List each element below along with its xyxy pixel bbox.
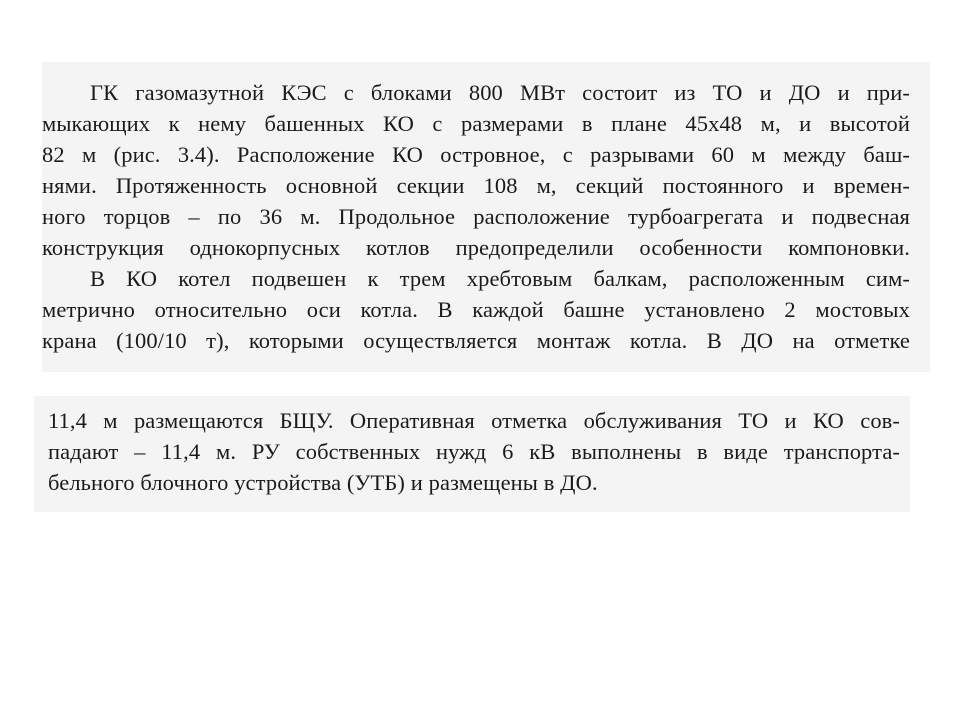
text-line: крана (100/10 т), которыми осуществляется монтаж котла. В ДО на отметке (42, 328, 910, 353)
text-line: ГК газомазутной КЭС с блоками 800 МВт состоит из ТО и ДО и при- (90, 80, 910, 105)
text-line: конструкция однокорпусных котлов предопределили особенности компоновки. (42, 235, 910, 260)
text-line: бельного блочного устройства (УТБ) и размещены в ДО. (48, 470, 598, 495)
text-line: ного торцов – по 36 м. Продольное расположение турбоагрегата и подвесная (42, 204, 910, 229)
text-line: мыкающих к нему башенных КО с размерами в плане 45х48 м, и высотой (42, 111, 910, 136)
scanned-text-fragment-1 (42, 62, 930, 372)
text-line: 11,4 м размещаются БЩУ. Оперативная отметка обслуживания ТО и КО сов- (48, 408, 900, 433)
scanned-text-fragment-2 (34, 396, 910, 512)
text-line: нями. Протяженность основной секции 108 м, секций постоянного и времен- (42, 173, 910, 198)
text-line: 82 м (рис. 3.4). Расположение КО островное, с разрывами 60 м между баш- (42, 142, 910, 167)
text-line: падают – 11,4 м. РУ собственных нужд 6 кВ выполнены в виде транспорта- (48, 439, 900, 464)
text-line: В КО котел подвешен к трем хребтовым балкам, расположенным сим- (90, 266, 910, 291)
text-line: метрично относительно оси котла. В каждой башне установлено 2 мостовых (42, 297, 910, 322)
